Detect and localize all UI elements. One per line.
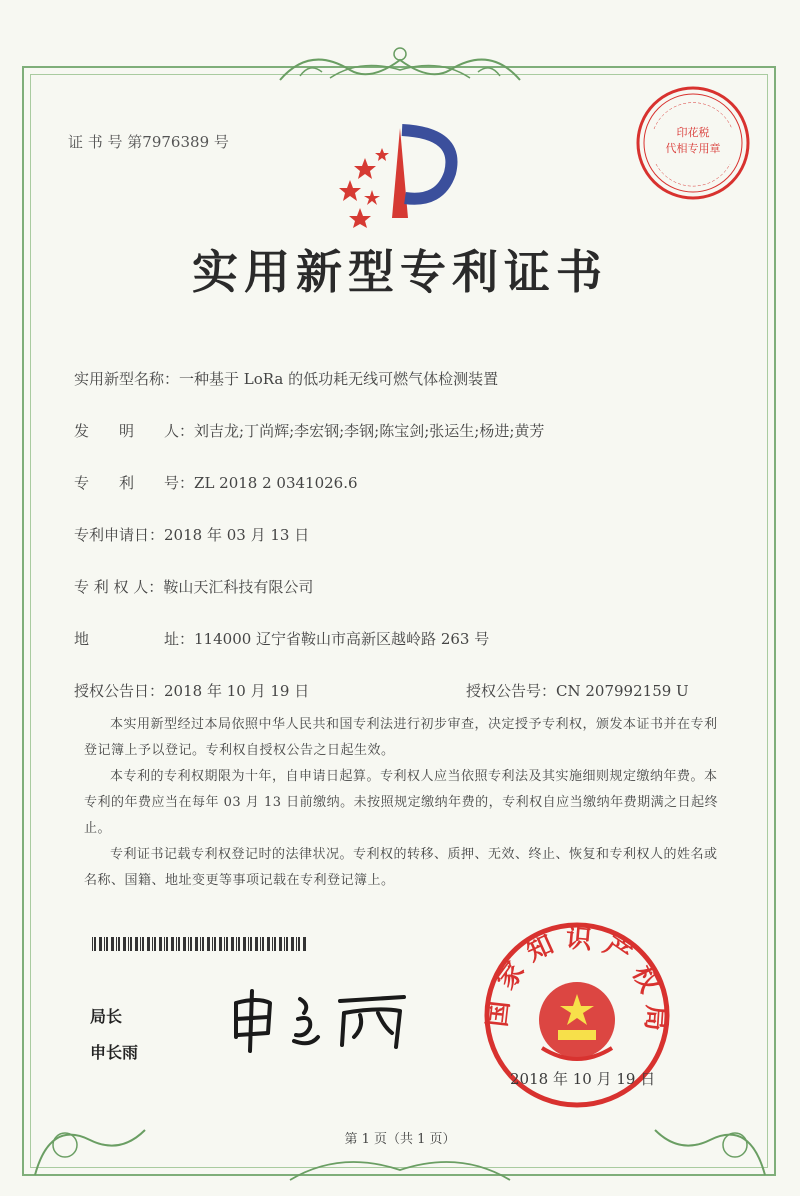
seal-date: 2018 年 10 月 19 日	[510, 1070, 656, 1088]
field-label: 专 利 权 人：	[74, 578, 164, 596]
chief-title: 局长	[90, 1007, 123, 1026]
barcode-bar	[291, 937, 294, 951]
barcode-bar	[190, 937, 192, 951]
barcode-bar	[116, 937, 117, 951]
svg-text:国家知识产权局: 国家知识产权局	[482, 923, 671, 1042]
body-paragraph: 本专利的专利权期限为十年，自申请日起算。专利权人应当依照专利法及其实施细则规定缴纳年费。本专利的年费应当在每年 03 月 13 日前缴纳。未按照规定缴纳年费的，专利权自应当缴纳年费期满之日起终止。	[84, 769, 719, 836]
barcode-bar	[296, 937, 297, 951]
barcode-bar	[243, 937, 246, 951]
top-ornament	[270, 40, 530, 90]
svg-text:代相专用章: 代相专用章	[665, 142, 721, 155]
handwritten-signature	[228, 985, 418, 1055]
chief-name: 申长雨	[90, 1043, 139, 1062]
certificate-number: 证 书 号 第7976389 号	[68, 133, 229, 151]
barcode-bar	[159, 937, 162, 951]
field-label: 授权公告号：	[466, 682, 557, 700]
grant-date-row	[74, 680, 309, 701]
barcode-bar	[152, 937, 153, 951]
barcode-bar	[267, 937, 270, 951]
field-label: 专 利 号：	[74, 474, 195, 492]
barcode-bar	[272, 937, 273, 951]
barcode-bar	[106, 937, 108, 951]
field-label: 发 明 人：	[74, 422, 195, 440]
barcode-bar	[226, 937, 228, 951]
barcode-bar	[118, 937, 120, 951]
patent-number-row	[74, 472, 358, 493]
patent-office-logo-icon	[330, 118, 470, 228]
barcode-bar	[92, 937, 93, 951]
field-value: 2018 年 10 月 19 日	[164, 682, 310, 700]
barcode-bar	[142, 937, 144, 951]
barcode-bar	[200, 937, 201, 951]
barcode-bar	[128, 937, 129, 951]
barcode-bar	[207, 937, 210, 951]
barcode-bar	[231, 937, 234, 951]
filing-date-row	[74, 524, 309, 545]
barcode	[92, 937, 310, 951]
field-value: 2018 年 03 月 13 日	[164, 526, 310, 544]
field-label: 授权公告日：	[74, 682, 165, 700]
barcode-bar	[250, 937, 252, 951]
barcode-bar	[166, 937, 168, 951]
body-paragraph: 专利证书记载专利权登记时的法律状况。专利权的转移、质押、无效、终止、恢复和专利权人的姓名或名称、国籍、地址变更等事项记载在专利登记簿上。	[84, 847, 718, 888]
barcode-bar	[130, 937, 132, 951]
barcode-bar	[188, 937, 189, 951]
barcode-bar	[183, 937, 186, 951]
barcode-bar	[224, 937, 225, 951]
barcode-bar	[284, 937, 285, 951]
barcode-bar	[219, 937, 222, 951]
certificate-body	[84, 712, 724, 894]
barcode-bar	[171, 937, 174, 951]
barcode-bar	[99, 937, 102, 951]
barcode-bar	[260, 937, 261, 951]
barcode-bar	[262, 937, 264, 951]
barcode-bar	[154, 937, 156, 951]
barcode-bar	[104, 937, 105, 951]
patentee-row	[74, 576, 313, 597]
field-value: 一种基于 LoRa 的低功耗无线可燃气体检测装置	[179, 370, 499, 388]
field-label: 专利申请日：	[74, 526, 165, 544]
barcode-bar	[255, 937, 258, 951]
stamp-duty-seal	[634, 84, 752, 202]
barcode-bar	[279, 937, 282, 951]
grant-number-row	[466, 680, 689, 701]
field-label: 地 址：	[74, 630, 195, 648]
barcode-bar	[274, 937, 276, 951]
page-footer: 第 1 页（共 1 页）	[344, 1132, 456, 1147]
barcode-bar	[298, 937, 300, 951]
barcode-bar	[140, 937, 141, 951]
field-value: 刘吉龙;丁尚辉;李宏钢;李钢;陈宝剑;张运生;杨进;黄芳	[194, 422, 545, 440]
barcode-bar	[94, 937, 96, 951]
barcode-bar	[111, 937, 114, 951]
field-label: 实用新型名称：	[74, 370, 180, 388]
field-value: 114000 辽宁省鞍山市高新区越岭路 263 号	[194, 630, 490, 648]
certificate-title: 实用新型专利证书	[192, 245, 608, 299]
barcode-bar	[212, 937, 213, 951]
svg-text:印花税: 印花税	[676, 126, 710, 139]
barcode-bar	[147, 937, 150, 951]
utility-model-name-row	[74, 368, 498, 389]
barcode-bar	[238, 937, 240, 951]
barcode-bar	[214, 937, 216, 951]
barcode-bar	[195, 937, 198, 951]
barcode-bar	[202, 937, 204, 951]
address-row	[74, 628, 489, 649]
body-paragraph: 本实用新型经过本局依照中华人民共和国专利法进行初步审查，决定授予专利权，颁发本证书并在专利登记簿上予以登记。专利权自授权公告之日起生效。	[84, 717, 718, 758]
barcode-bar	[164, 937, 165, 951]
field-value: CN 207992159 U	[556, 682, 689, 700]
inventor-row	[74, 420, 544, 441]
barcode-bar	[178, 937, 180, 951]
barcode-bar	[286, 937, 288, 951]
barcode-bar	[176, 937, 177, 951]
field-value: 鞍山天汇科技有限公司	[163, 578, 314, 596]
bottom-center-ornament	[280, 1150, 520, 1190]
barcode-bar	[236, 937, 237, 951]
barcode-bar	[303, 937, 306, 951]
barcode-bar	[123, 937, 126, 951]
barcode-bar	[135, 937, 138, 951]
field-value: ZL 2018 2 0341026.6	[194, 474, 358, 492]
barcode-bar	[248, 937, 249, 951]
